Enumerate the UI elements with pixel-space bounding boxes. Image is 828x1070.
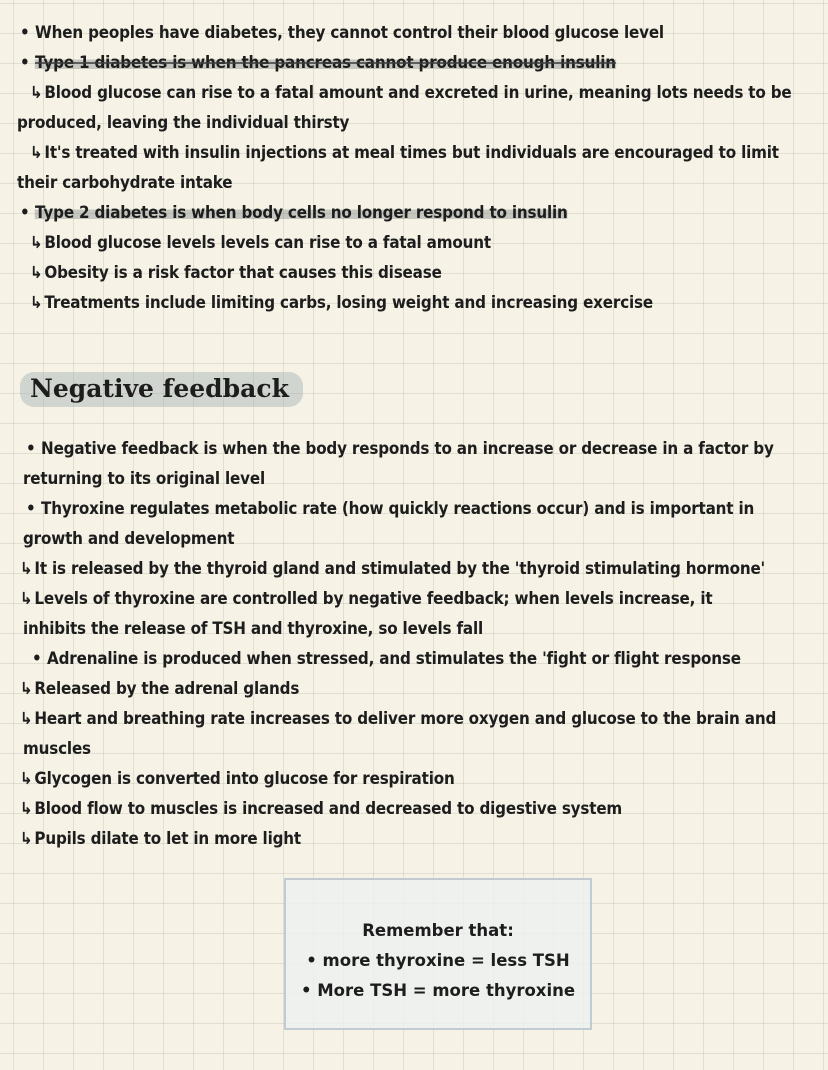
note-text: Thyroxine regulates metabolic rate (how quickly reactions occur) and is important in (41, 499, 755, 518)
note-text: Adrenaline is produced when stressed, and stimulates the 'fight or flight response (47, 649, 741, 668)
bullet-icon: • (20, 53, 30, 72)
note-line (20, 708, 776, 730)
note-line (20, 558, 765, 580)
note-text: Obesity is a risk factor that causes this disease (44, 263, 442, 282)
arrow-icon: ↳ (20, 589, 33, 608)
arrow-icon: ↳ (30, 263, 43, 282)
bullet-icon: • (32, 649, 42, 668)
arrow-icon: ↳ (30, 143, 43, 162)
note-text: Released by the adrenal glands (34, 679, 300, 698)
arrow-icon: ↳ (20, 769, 33, 788)
note-text: muscles (23, 739, 91, 758)
remember-item-text: more thyroxine = less TSH (322, 951, 570, 970)
note-text: When peoples have diabetes, they cannot control their blood glucose level (35, 23, 664, 42)
remember-box (284, 878, 592, 1030)
note-line (20, 798, 622, 820)
remember-title: Remember that: (362, 921, 514, 940)
bullet-icon: • (300, 981, 312, 1000)
note-text: Treatments include limiting carbs, losing weight and increasing exercise (44, 293, 653, 312)
note-line (20, 588, 712, 610)
note-text: Heart and breathing rate increases to deliver more oxygen and glucose to the brain and (34, 709, 777, 728)
note-line (20, 768, 455, 790)
note-line (20, 828, 301, 850)
note-line (20, 202, 568, 224)
note-line (23, 618, 483, 640)
note-line (23, 738, 91, 760)
note-text: It is released by the thyroid gland and stimulated by the 'thyroid stimulating hormone' (34, 559, 766, 578)
arrow-icon: ↳ (20, 679, 33, 698)
bullet-icon: • (26, 499, 36, 518)
arrow-icon: ↳ (30, 233, 43, 252)
note-line (30, 292, 653, 314)
note-line (30, 142, 779, 164)
note-text: Blood glucose levels levels can rise to a fatal amount (44, 233, 491, 252)
note-line (32, 648, 741, 670)
arrow-icon: ↳ (20, 559, 33, 578)
bullet-icon: • (306, 951, 317, 970)
note-line (30, 232, 491, 254)
note-text: produced, leaving the individual thirsty (17, 113, 350, 132)
note-text: Blood glucose can rise to a fatal amount and excreted in urine, meaning lots needs to be (44, 83, 792, 102)
note-text: Levels of thyroxine are controlled by negative feedback; when levels increase, it (34, 589, 713, 608)
note-text: Glycogen is converted into glucose for respiration (34, 769, 455, 788)
note-text: Pupils dilate to let in more light (34, 829, 301, 848)
note-line (26, 498, 754, 520)
bullet-icon: • (20, 23, 30, 42)
arrow-icon: ↳ (20, 709, 33, 728)
bullet-icon: • (20, 203, 30, 222)
arrow-icon: ↳ (20, 829, 33, 848)
section-heading: Negative feedback (20, 372, 303, 407)
note-line (30, 262, 442, 284)
note-line (20, 22, 664, 44)
bullet-icon: • (26, 439, 36, 458)
arrow-icon: ↳ (20, 799, 33, 818)
note-line (20, 52, 616, 74)
note-line (30, 82, 791, 104)
note-text: growth and development (23, 529, 235, 548)
arrow-icon: ↳ (30, 293, 43, 312)
remember-item-text: More TSH = more thyroxine (317, 981, 576, 1000)
note-text: Blood flow to muscles is increased and decreased to digestive system (34, 799, 623, 818)
note-text: Negative feedback is when the body responds to an increase or decrease in a factor by (41, 439, 774, 458)
note-line (23, 528, 234, 550)
remember-item (286, 950, 590, 972)
arrow-icon: ↳ (30, 83, 43, 102)
note-line (17, 172, 232, 194)
note-line (20, 678, 299, 700)
note-line (26, 438, 774, 460)
remember-item (286, 980, 590, 1002)
note-text: Type 1 diabetes is when the pancreas cannot produce enough insulin (35, 53, 616, 72)
note-line (17, 112, 349, 134)
note-text: It's treated with insulin injections at meal times but individuals are encouraged to limit (44, 143, 779, 162)
note-text: inhibits the release of TSH and thyroxine, so levels fall (23, 619, 483, 638)
note-text: their carbohydrate intake (17, 173, 233, 192)
note-text: Type 2 diabetes is when body cells no longer respond to insulin (35, 203, 568, 222)
note-text: returning to its original level (23, 469, 265, 488)
note-line (23, 468, 265, 490)
